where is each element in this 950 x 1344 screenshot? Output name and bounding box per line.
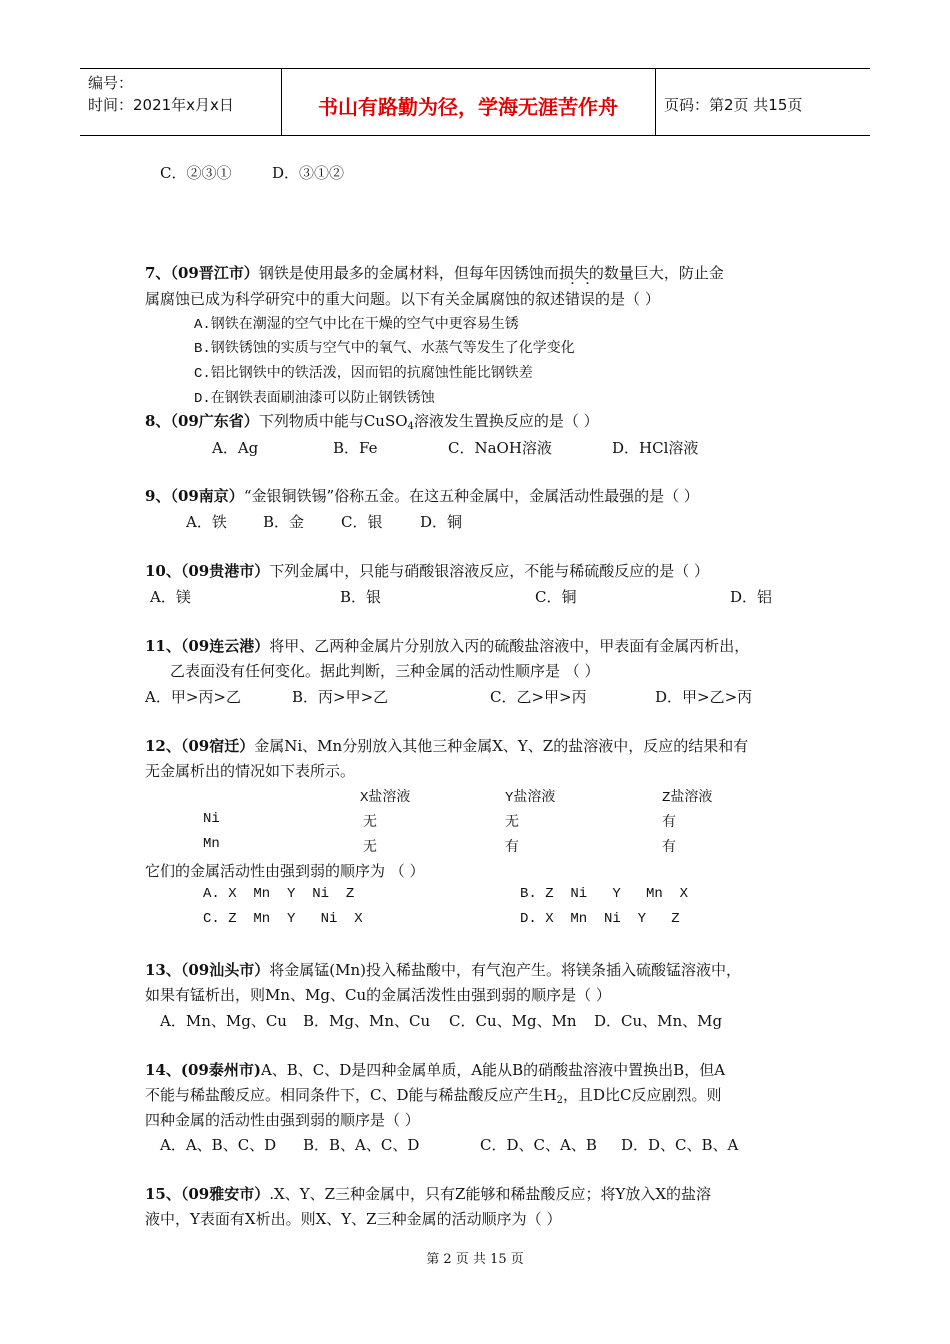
table-row-mn-x: 无 — [363, 840, 377, 856]
q10-option-a: A．镁 — [150, 588, 191, 606]
q12-option-a: A. X Mn Y Ni Z — [203, 886, 355, 902]
q11-option-a: A．甲>丙>乙 — [145, 688, 241, 706]
q12-option-d: D. X Mn Ni Y Z — [520, 911, 680, 927]
q11-option-d: D．甲>乙>丙 — [655, 688, 753, 706]
q8-stem-text1: 下列物质中能与CuSO — [258, 412, 408, 430]
q13-option-b: B．Mg、Mn、Cu — [303, 1012, 431, 1030]
q13-source: （09汕头市） — [180, 961, 270, 979]
q13-option-c: C．Cu、Mg、Mn — [449, 1012, 577, 1030]
q10-number: 10、 — [145, 562, 181, 580]
q7-option-c: C.铝比钢铁中的铁活泼，因而铝的抗腐蚀性能比钢铁差 — [194, 366, 533, 382]
emphasis-char-2: 误 — [580, 290, 596, 308]
q13-stem-line1 — [145, 959, 741, 980]
q14-source: (09泰州市) — [180, 1061, 261, 1079]
q9-option-c: C．银 — [341, 513, 383, 531]
q15-stem-text1: .X、Y、Z三种金属中，只有Z能够和稀盐酸反应；将Y放入X的盐溶 — [269, 1185, 712, 1203]
q13-number: 13、 — [145, 961, 181, 979]
table-row-mn-z: 有 — [662, 840, 676, 856]
header-bottom-rule — [80, 135, 870, 136]
q14-option-b: B．B、A、C、D — [303, 1136, 420, 1154]
q7-option-b: B.钢铁锈蚀的实质与空气中的氧气、水蒸气等发生了化学变化 — [194, 341, 575, 357]
time-label: 时间：2021年x月x日 — [88, 96, 234, 114]
q10-option-b: B．银 — [340, 588, 382, 606]
q12-option-c: C. Z Mn Y Ni X — [203, 911, 363, 927]
q13-option-a: A．Mn、Mg、Cu — [160, 1012, 287, 1030]
q8-option-c: C．NaOH溶液 — [448, 439, 552, 457]
q7-number: 7、 — [145, 264, 171, 282]
q8-option-d: D．HCl溶液 — [612, 439, 699, 457]
q7-stem-text2: 属腐蚀已成为科学研究中的重大问题。以下有关金属腐蚀的叙述 — [145, 290, 566, 308]
q8-number: 8、 — [145, 412, 171, 430]
q10-stem-text: 下列金属中，只能与硝酸银溶液反应，不能与稀硫酸反应的是（ ） — [269, 562, 710, 580]
q9-option-a: A．铁 — [186, 513, 227, 531]
q9-option-d: D．铜 — [420, 513, 463, 531]
q14-subscript: 2 — [556, 1095, 563, 1106]
q9-stem — [145, 485, 699, 506]
table-row-ni-z: 有 — [662, 815, 676, 831]
header-page-info: 页码：第2页 共15页 — [664, 96, 803, 114]
q14-stem-line1 — [145, 1059, 725, 1080]
header-left-cell — [88, 72, 234, 116]
q11-stem-line2: 乙表面没有任何变化。据此判断，三种金属的活动性顺序是 （ ） — [170, 662, 600, 680]
q14-option-a: A．A、B、C、D — [160, 1136, 277, 1154]
q9-source: （09南京） — [170, 487, 244, 505]
q14-stem-text1: A、B、C、D是四种金属单质，A能从B的硝酸盐溶液中置换出B，但A — [260, 1061, 726, 1079]
q8-option-a: A．Ag — [212, 439, 259, 457]
q14-stem-line3: 四种金属的活动性由强到弱的顺序是（ ） — [145, 1111, 420, 1129]
q7-stem-line2 — [145, 288, 660, 309]
q7-option-d: D.在钢铁表面刷油漆可以防止钢铁锈蚀 — [194, 391, 435, 407]
table-header-z: Z盐溶液 — [662, 790, 713, 806]
table-header-x: X盐溶液 — [360, 790, 411, 806]
header-divider-right — [655, 68, 656, 135]
header-top-rule — [80, 68, 870, 69]
q12-stem-line1 — [145, 735, 748, 756]
q9-stem-text: “金银铜铁锡”俗称五金。在这五种金属中，金属活动性最强的是（ ） — [243, 487, 699, 505]
table-row-mn-metal: Mn — [203, 836, 220, 852]
q11-stem-text1: 将甲、乙两种金属片分别放入丙的硫酸盐溶液中，甲表面有金属丙析出， — [269, 637, 750, 655]
q7-stem-text3: 的是（ ） — [595, 290, 660, 308]
q8-source: （09广东省） — [170, 412, 259, 430]
q14-stem-text3: ，且D比C反应剧烈。则 — [562, 1086, 722, 1104]
q12-stem-text1: 金属Ni、Mn分别放入其他三种金属X、Y、Z的盐溶液中，反应的结果和有 — [254, 737, 749, 755]
q11-option-c: C．乙>甲>丙 — [490, 688, 587, 706]
q13-stem-text1: 将金属锰(Mn)投入稀盐酸中，有气泡产生。将镁条插入硫酸锰溶液中， — [269, 961, 741, 979]
q7-stem-text1: 钢铁是使用最多的金属材料，但每年因锈蚀而损失的数量巨大，防止金 — [258, 264, 724, 282]
q11-stem-line1 — [145, 635, 749, 656]
table-row-mn-y: 有 — [505, 840, 519, 856]
q9-option-b: B．金 — [263, 513, 305, 531]
q14-option-d: D．D、C、B、A — [621, 1136, 739, 1154]
emphasis-char-1: 错 — [565, 290, 581, 308]
q11-option-b: B．丙>甲>乙 — [292, 688, 389, 706]
q12-source: （09宿迁） — [180, 737, 255, 755]
q13-option-d: D．Cu、Mn、Mg — [594, 1012, 723, 1030]
q10-option-d: D．铝 — [730, 588, 773, 606]
q9-number: 9、 — [145, 487, 171, 505]
q10-option-c: C．铜 — [535, 588, 577, 606]
table-row-ni-metal: Ni — [203, 811, 220, 827]
q11-number: 11、 — [145, 637, 181, 655]
q15-number: 15、 — [145, 1185, 181, 1203]
q8-option-b: B．Fe — [333, 439, 378, 457]
number-label: 编号： — [88, 74, 134, 92]
q15-stem-line1 — [145, 1183, 711, 1204]
q7-option-a: A.钢铁在潮湿的空气中比在干燥的空气中更容易生锈 — [194, 317, 519, 333]
header-motto: 书山有路勤为径，学海无涯苦作舟 — [318, 95, 618, 119]
page-footer: 第 2 页 共 15 页 — [426, 1252, 524, 1267]
q10-source: （09贵港市） — [180, 562, 270, 580]
q7-source: （09晋江市） — [170, 264, 259, 282]
q6-option-c: C．②③① — [160, 164, 232, 182]
table-row-ni-x: 无 — [363, 815, 377, 831]
q8-stem — [145, 410, 599, 432]
table-header-y: Y盐溶液 — [505, 790, 556, 806]
q13-stem-line2: 如果有锰析出，则Mn、Mg、Cu的金属活泼性由强到弱的顺序是（ ） — [145, 986, 611, 1004]
q12-option-b: B. Z Ni Y Mn X — [520, 886, 689, 902]
q12-stem-line2: 无金属析出的情况如下表所示。 — [145, 762, 356, 780]
q8-subscript: 4 — [407, 421, 414, 432]
q15-source: （09雅安市） — [180, 1185, 270, 1203]
q14-number: 14、 — [145, 1061, 181, 1079]
q8-stem-text2: 溶液发生置换反应的是（ ） — [413, 412, 599, 430]
q14-option-c: C．D、C、A、B — [480, 1136, 597, 1154]
q14-stem-line2 — [145, 1084, 721, 1106]
q7-stem-line1 — [145, 262, 724, 283]
q14-stem-text2: 不能与稀盐酸反应。相同条件下，C、D能与稀盐酸反应产生H — [145, 1086, 557, 1104]
table-row-ni-y: 无 — [505, 815, 519, 831]
q11-source: （09连云港） — [180, 637, 270, 655]
q6-option-d: D．③①② — [272, 164, 345, 182]
q15-stem-line2: 液中，Y表面有X析出。则X、Y、Z三种金属的活动顺序为（ ） — [145, 1210, 562, 1228]
q12-question: 它们的金属活动性由强到弱的顺序为 （ ） — [145, 862, 425, 880]
q12-number: 12、 — [145, 737, 181, 755]
q10-stem — [145, 560, 709, 581]
